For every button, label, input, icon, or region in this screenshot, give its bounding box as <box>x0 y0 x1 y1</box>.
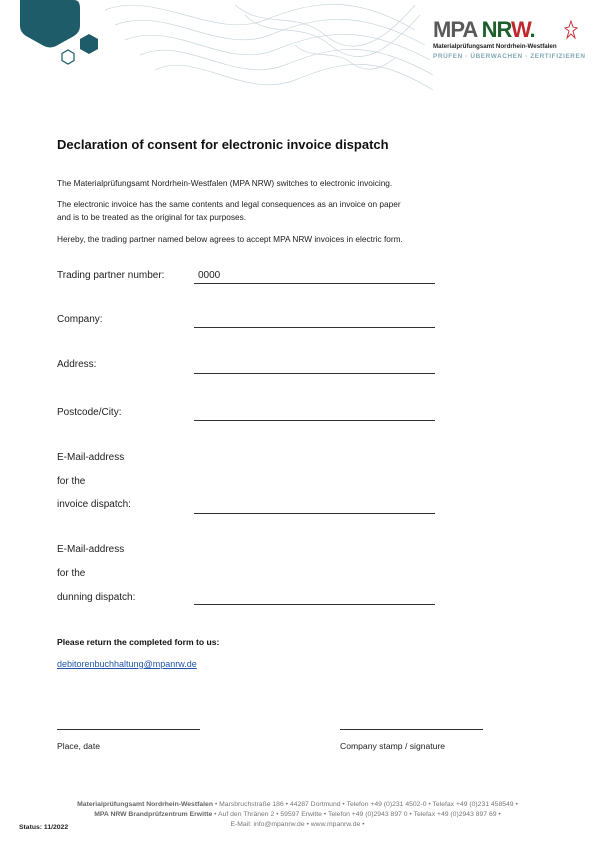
footer-line-1 <box>0 800 595 810</box>
hexagon-decoration <box>0 0 110 70</box>
page-title: Declaration of consent for electronic invoice dispatch <box>57 137 389 152</box>
intro-paragraph-2-line-1: The electronic invoice has the same contents and legal consequences as an invoice on paper <box>57 199 401 209</box>
return-instruction: Please return the completed form to us: <box>57 637 220 647</box>
logo-nrw <box>482 17 535 42</box>
footer-details-1: • Marsbruchstraße 186 • 44287 Dortmund • Telefon +49 (0)231 4502-0 • Telefax +49 (0)231 458549 • <box>212 801 518 808</box>
logo-nrw-letters: NR <box>481 17 511 42</box>
place-date-field[interactable] <box>57 729 200 730</box>
logo-emblem-icon <box>564 20 578 40</box>
dunning-email-label-line-1: E-Mail-address <box>57 544 125 555</box>
dunning-email-field[interactable] <box>194 604 435 605</box>
dunning-email-label-line-3: dunning dispatch: <box>57 592 136 603</box>
return-email-link[interactable]: debitorenbuchhaltung@mpanrw.de <box>57 659 197 669</box>
intro-paragraph-1: The Materialprüfungsamt Nordrhein-Westfalen (MPA NRW) switches to electronic invoicing. <box>57 178 393 188</box>
postcode-city-label: Postcode/City: <box>57 407 122 418</box>
intro-paragraph-3: Hereby, the trading partner named below agrees to accept MPA NRW invoices in electric form. <box>57 234 403 244</box>
invoice-email-field[interactable] <box>194 513 435 514</box>
mpa-nrw-logo <box>433 17 586 60</box>
postcode-city-field[interactable] <box>194 420 435 421</box>
logo-mpa: MPA <box>433 17 477 42</box>
logo-subtitle: Materialprüfungsamt Nordrhein-Westfalen <box>433 43 557 50</box>
address-label: Address: <box>57 359 97 370</box>
logo-dot: . <box>529 17 535 42</box>
trading-partner-label: Trading partner number: <box>57 270 165 281</box>
footer-line-2 <box>0 810 595 820</box>
company-stamp-field[interactable] <box>340 729 483 730</box>
company-stamp-label: Company stamp / signature <box>340 741 446 751</box>
company-label: Company: <box>57 314 103 325</box>
address-field[interactable] <box>194 373 435 374</box>
logo-nrw-w: W <box>510 17 530 42</box>
contour-background <box>95 0 435 110</box>
footer-line-3: E-Mail: info@mpanrw.de • www.mpanrw.de • <box>230 821 365 828</box>
intro-paragraph-2-line-2: and is to be treated as the original for tax purposes. <box>57 212 247 222</box>
footer-org-1: Materialprüfungsamt Nordrhein-Westfalen <box>77 801 213 808</box>
company-field[interactable] <box>194 327 435 328</box>
dunning-email-label-line-2: for the <box>57 568 86 579</box>
logo-tagline: PRÜFEN · ÜBERWACHEN · ZERTIFIZIEREN <box>433 53 586 60</box>
logo-wordmark <box>433 19 583 41</box>
place-date-label: Place, date <box>57 741 100 751</box>
status-label: Status: 11/2022 <box>19 824 69 831</box>
trading-partner-field[interactable] <box>194 283 435 284</box>
invoice-email-label-line-1: E-Mail-address <box>57 452 125 463</box>
invoice-email-label-line-2: for the <box>57 476 86 487</box>
invoice-email-label-line-3: invoice dispatch: <box>57 499 131 510</box>
footer-details-2: • Auf den Thränen 2 • 59597 Erwitte • Telefon +49 (0)2943 897 0 • Telefax +49 (0)2943 897 69 • <box>212 811 501 818</box>
trading-partner-value[interactable]: 0000 <box>198 270 221 281</box>
footer-org-2: MPA NRW Brandprüfzentrum Erwitte <box>94 811 213 818</box>
